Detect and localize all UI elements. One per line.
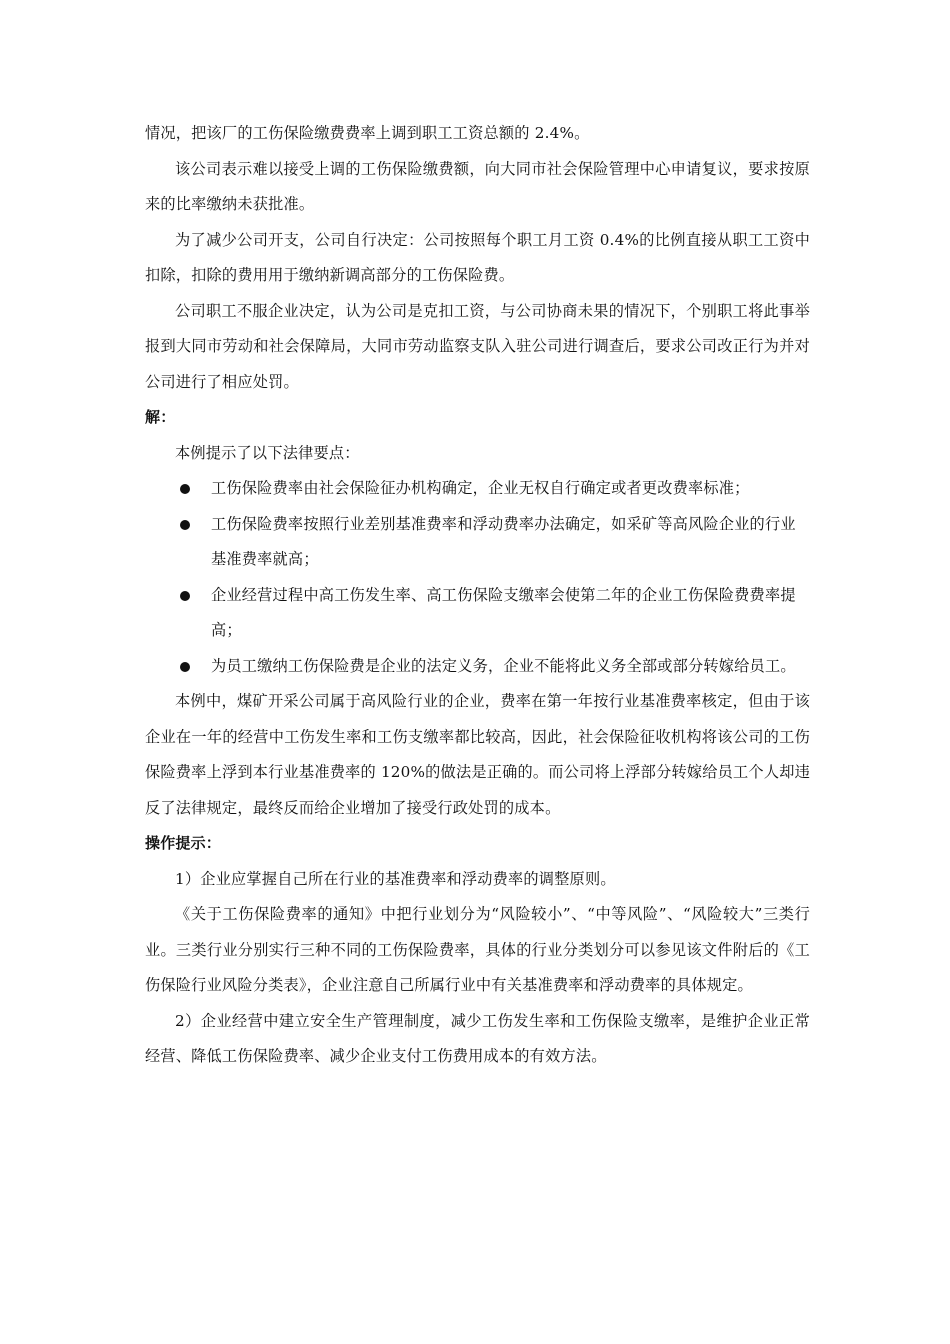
- list-item: [145, 507, 810, 578]
- bullet-icon: [180, 520, 190, 530]
- bullet-icon: [180, 591, 190, 601]
- bullet-icon: [180, 662, 190, 672]
- list-item-text: 企业经营过程中高工伤发生率、高工伤保险支缴率会使第二年的企业工伤保险费费率提高；: [211, 585, 796, 639]
- list-item: [145, 578, 810, 649]
- solution-conclusion: 本例中，煤矿开采公司属于高风险行业的企业，费率在第一年按行业基准费率核定，但由于该企业在一年的经营中工伤发生率和工伤支缴率都比较高，因此，社会保险征收机构将该公司的工伤保险费率上浮到本行业基准费率的 120%的做法是正确的。而公司将上浮部分转嫁给员工个人却违反了法律规定，最终反而给企业增加了接受行政处罚的成本。: [145, 692, 810, 817]
- tip-one-detail: 《关于工伤保险费率的通知》中把行业划分为“风险较小”、“中等风险”、“风险较大”三类行业。三类行业分别实行三种不同的工伤保险费率，具体的行业分类划分可以参见该文件附后的《工伤保险行业风险分类表》，企业注意自己所属行业中有关基准费率和浮动费率的具体规定。: [145, 905, 810, 994]
- list-item: [145, 471, 810, 507]
- document-body: [145, 116, 810, 1075]
- list-item: [145, 649, 810, 685]
- bullet-icon: [180, 484, 190, 494]
- list-item-text: 为员工缴纳工伤保险费是企业的法定义务，企业不能将此义务全部或部分转嫁给员工。: [211, 656, 796, 675]
- tips-heading: 操作提示：: [145, 834, 222, 852]
- tip-two: 2）企业经营中建立安全生产管理制度，减少工伤发生率和工伤保险支缴率，是维护企业正常经营、降低工伤保险费率、减少企业支付工伤费用成本的有效方法。: [145, 1011, 810, 1065]
- paragraph-deduction: 为了减少公司开支，公司自行决定：公司按照每个职工月工资 0.4%的比例直接从职工工资中扣除，扣除的费用用于缴纳新调高部分的工伤保险费。: [145, 230, 810, 284]
- paragraph-continuation: 情况，把该厂的工伤保险缴费费率上调到职工工资总额的 2.4%。: [145, 124, 590, 142]
- paragraph-complaint: 公司职工不服企业决定，认为公司是克扣工资，与公司协商未果的情况下，个别职工将此事举报到大同市劳动和社会保障局，大同市劳动监察支队入驻公司进行调查后，要求公司改正行为并对公司进行了相应处罚。: [145, 301, 810, 391]
- list-item-text: 工伤保险费率按照行业差别基准费率和浮动费率办法确定，如采矿等高风险企业的行业基准费率就高；: [211, 514, 796, 568]
- paragraph-appeal: 该公司表示难以接受上调的工伤保险缴费额，向大同市社会保险管理中心申请复议，要求按原来的比率缴纳未获批准。: [145, 159, 810, 213]
- tip-one: 1）企业应掌握自己所在行业的基准费率和浮动费率的调整原则。: [175, 869, 616, 888]
- list-item-text: 工伤保险费率由社会保险征办机构确定，企业无权自行确定或者更改费率标准；: [211, 479, 750, 497]
- solution-heading: 解：: [145, 408, 176, 426]
- solution-intro: 本例提示了以下法律要点：: [175, 443, 360, 462]
- legal-points-list: [145, 471, 810, 684]
